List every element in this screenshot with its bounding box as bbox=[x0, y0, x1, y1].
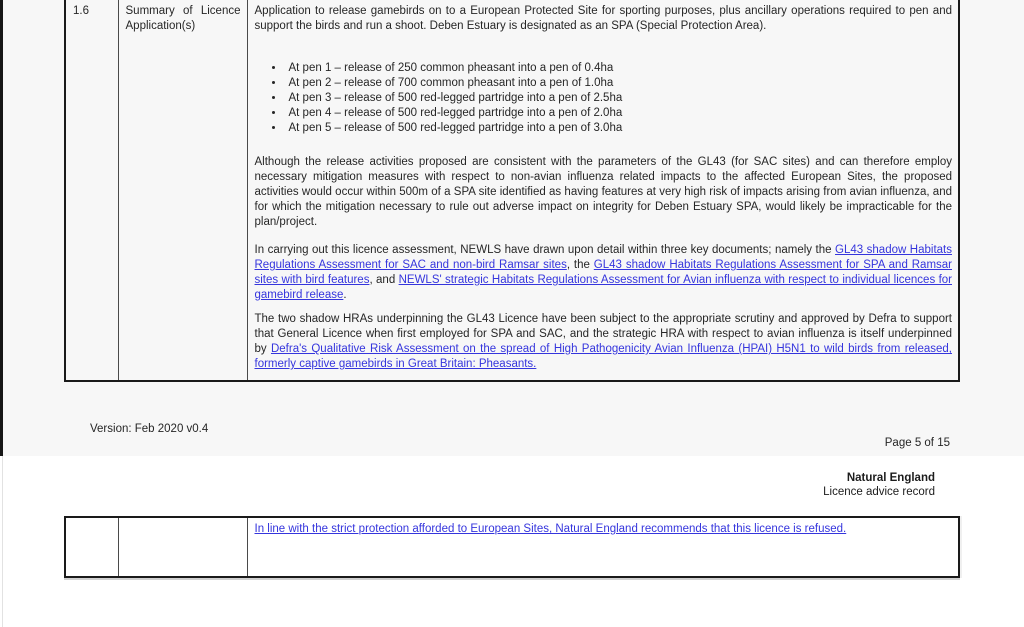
summary-paragraph-1: Application to release gamebirds on to a European Protected Site for sporting purposes, plus ancillary operations required to pen and support the birds and run a shoot. Deben Estuary is designated as an SPA (Special Protection Area). bbox=[254, 5, 952, 32]
empty-label-cell bbox=[118, 517, 247, 577]
empty-ref-cell bbox=[65, 517, 118, 577]
document-type: Licence advice record bbox=[823, 486, 935, 498]
table-row bbox=[65, 517, 959, 577]
list-item: • At pen 4 – release of 500 red-legged partridge into a pen of 2.0ha bbox=[285, 106, 953, 121]
paragraph-text: , and bbox=[369, 274, 399, 286]
table-row-1-6 bbox=[65, 0, 959, 381]
row-ref: 1.6 bbox=[73, 5, 89, 17]
page-number: Page 5 of 15 bbox=[884, 437, 950, 449]
summary-paragraph-3 bbox=[255, 243, 953, 303]
licence-advice-table bbox=[64, 516, 960, 578]
page-left-edge bbox=[0, 0, 3, 456]
page-left-edge bbox=[2, 456, 3, 627]
summary-paragraph-4 bbox=[255, 312, 953, 372]
pen-release-list bbox=[255, 61, 953, 136]
row-label: Summary of Licence Application(s) bbox=[125, 5, 241, 32]
link-hra-sac-non-bird-ramsar[interactable]: GL43 shadow Habitats Regulations Assessment for SAC and non-bird Ramsar sites bbox=[254, 244, 952, 271]
link-newls-strategic-hra-avian-influenza[interactable]: NEWLS' strategic Habitats Regulations Assessment for Avian influenza with respect to individual licences for gamebird release bbox=[254, 274, 952, 301]
link-licence-refusal-recommendation[interactable]: In line with the strict protection afforded to European Sites, Natural England recommends that this licence is refused. bbox=[254, 523, 847, 535]
paragraph-text: . bbox=[343, 289, 347, 301]
paragraph-text: , the bbox=[566, 259, 594, 271]
list-item: • At pen 3 – release of 500 red-legged partridge into a pen of 2.5ha bbox=[285, 91, 953, 106]
paragraph-text: The two shadow HRAs underpinning the GL43 Licence have been subject to the appropriate scrutiny and approved by Defra to support that General Licence when first employed for SPA and SAC, and the strategic HRA with respect to avian influenza is itself underpinned by bbox=[254, 313, 952, 355]
document-page-6 bbox=[0, 456, 1024, 627]
list-item: • At pen 2 – release of 700 common pheasant into a pen of 1.0ha bbox=[285, 76, 953, 91]
org-name: Natural England bbox=[846, 472, 935, 484]
list-item: • At pen 5 – release of 500 red-legged partridge into a pen of 3.0ha bbox=[285, 121, 953, 136]
link-defra-qualitative-risk-assessment[interactable]: Defra's Qualitative Risk Assessment on the spread of High Pathogenicity Avian Influenza (HPAI) H5N1 to wild birds from released, formerly captive gamebirds in Great Britain: Pheasants. bbox=[254, 343, 952, 370]
row-label-cell bbox=[118, 0, 247, 381]
row-ref-cell bbox=[65, 0, 118, 381]
version-label: Version: Feb 2020 v0.4 bbox=[90, 423, 209, 435]
summary-paragraph-2: Although the release activities proposed are consistent with the parameters of the GL43 (for SAC sites) and can therefore employ necessary mitigation measures with respect to non-avian influenza related impacts to the affected European Sites, the proposed activities would occur within 500m of a SPA site identified as having features at very high risk of impacts arising from avian influenza, and for which the mitigation necessary to rule out adverse impact on integrity for Deben Estuary SPA, would likely be impracticable for the plan/project. bbox=[254, 156, 952, 228]
link-hra-spa-ramsar-bird-features[interactable]: GL43 shadow Habitats Regulations Assessment for SPA and Ramsar sites with bird features bbox=[254, 259, 952, 286]
document-header bbox=[823, 471, 935, 499]
summary-body-cell bbox=[247, 0, 959, 381]
list-item: • At pen 1 – release of 250 common pheasant into a pen of 0.4ha bbox=[285, 61, 953, 76]
licence-summary-table bbox=[64, 0, 960, 382]
paragraph-text: In carrying out this licence assessment, NEWLS have drawn upon detail within three key documents; namely the bbox=[254, 244, 836, 256]
recommendation-cell bbox=[247, 517, 959, 577]
